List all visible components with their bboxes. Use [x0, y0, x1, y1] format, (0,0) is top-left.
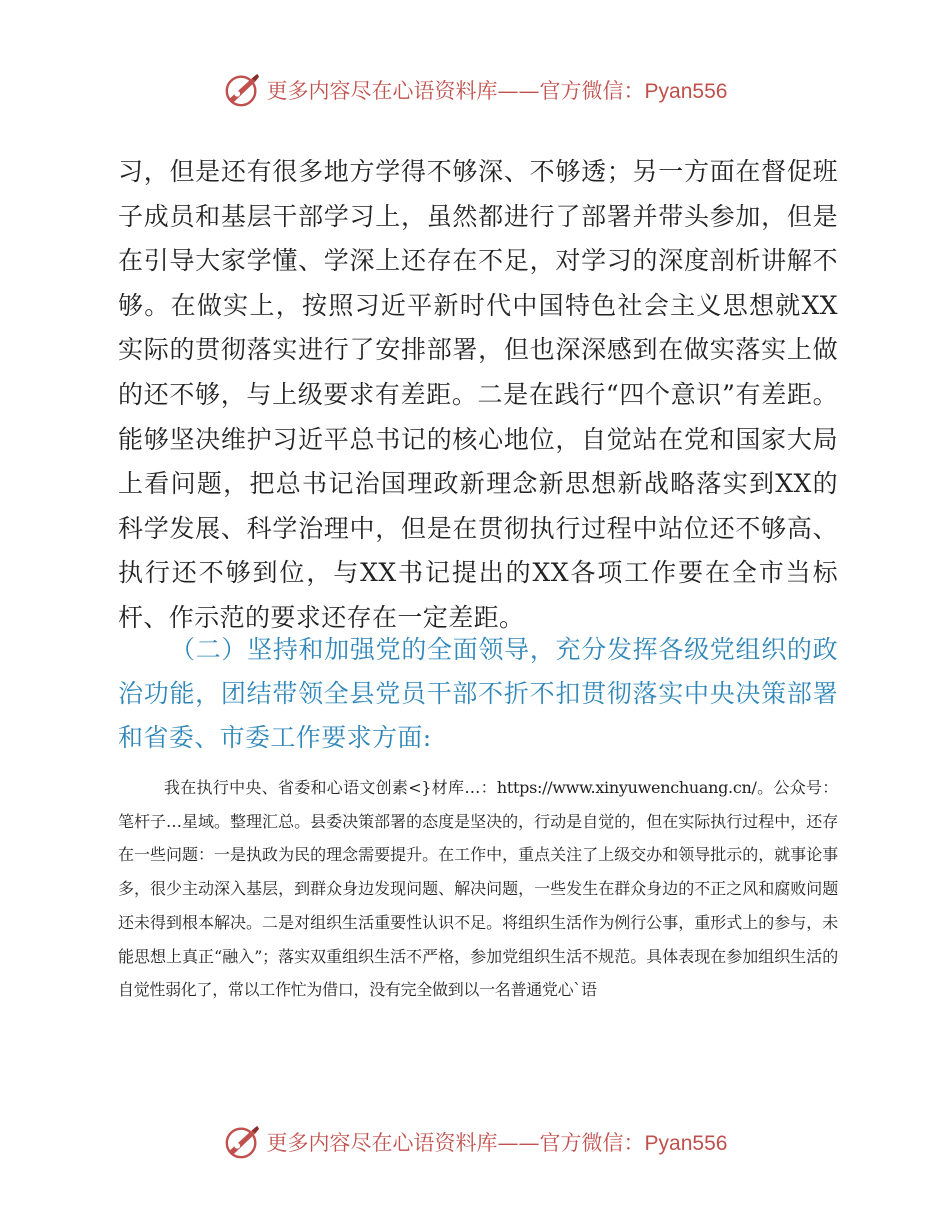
pen-logo-icon	[223, 1123, 261, 1161]
small-paragraph: 我在执行中央、省委和心语文创素<}材库…：https://www.xinyuwenchuang.cn/。公众号：笔杆子…星域。整理汇总。县委决策部署的态度是坚决的，行动是自觉的，但在实际执行过程中，还存在一些问题：一是执政为民的理念需要提升。在工作中，重点关注了上级交办和领导批示的，就事论事多，很少主动深入基层，到群众身边发现问题、解决问题，一些发生在群众身边的不正之风和腐败问题还未得到根本解决。二是对组织生活重要性认识不足。将组织生活作为例行公事，重形式上的参与，未能思想上真正“融入”；落实双重组织生活不严格，参加党组织生活不规范。具体表现在参加组织生活的自觉性弱化了，常以工作忙为借口，没有完全做到以一名普通党心`语	[118, 778, 838, 1000]
section-heading: （二）坚持和加强党的全面领导，充分发挥各级党组织的政治功能，团结带领全县党员干部不折不扣贯彻落实中央决策部署和省委、市委工作要求方面:	[118, 635, 838, 752]
banner-text: 更多内容尽在心语资料库——官方微信：Pyan556	[266, 79, 728, 103]
pen-logo-icon	[223, 71, 261, 109]
header-banner	[0, 68, 950, 112]
footer-banner	[0, 1120, 950, 1164]
body-paragraph: 习，但是还有很多地方学得不够深、不够透；另一方面在督促班子成员和基层干部学习上，虽然都进行了部署并带头参加，但是在引导大家学懂、学深上还存在不足，对学习的深度剖析讲解不够。在做实上，按照习近平新时代中国特色社会主义思想就XX实际的贯彻落实进行了安排部署，但也深深感到在做实落实上做的还不够，与上级要求有差距。二是在践行“四个意识”有差距。能够坚决维护习近平总书记的核心地位，自觉站在党和国家大局上看问题，把总书记治国理政新理念新思想新战略落实到XX的科学发展、科学治理中，但是在贯彻执行过程中站位还不够高、执行还不够到位，与XX书记提出的XX各项工作要在全市当标杆、作示范的要求还存在一定差距。	[118, 157, 838, 632]
banner-text: 更多内容尽在心语资料库——官方微信：Pyan556	[266, 1131, 728, 1155]
